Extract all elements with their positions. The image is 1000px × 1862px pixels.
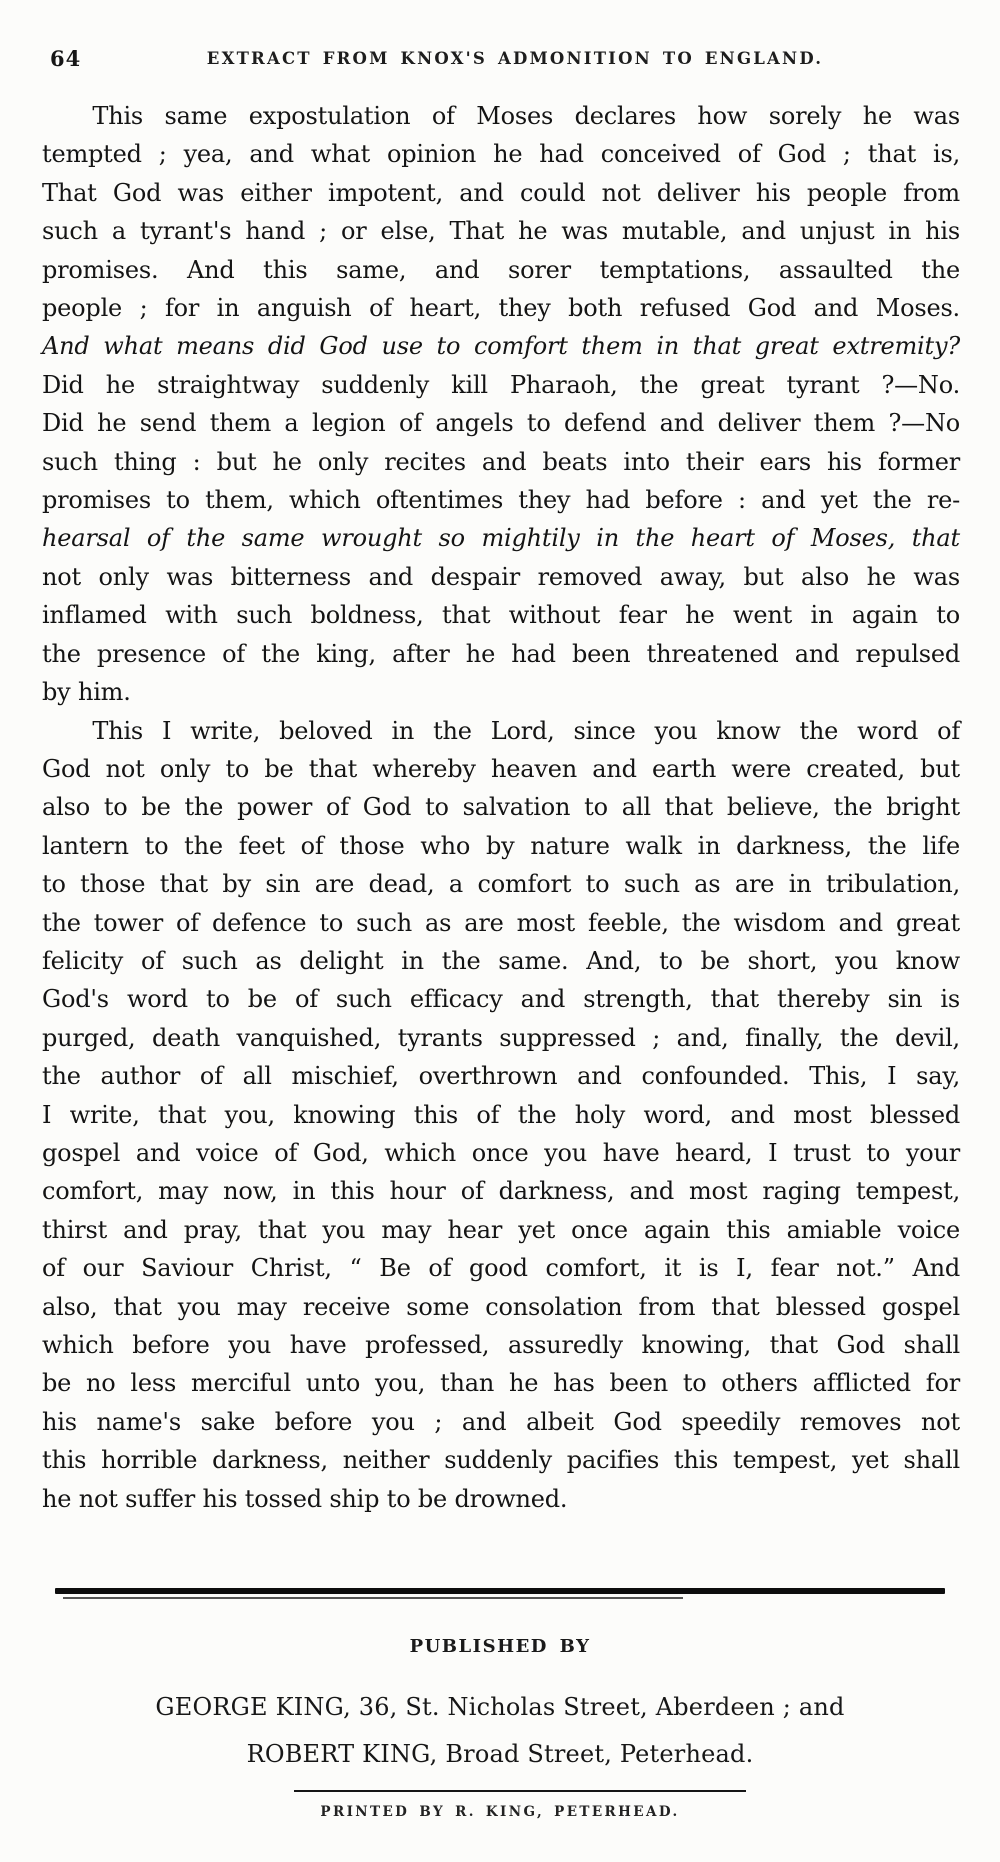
text-line: gospel and voice of God, which once you have heard, I trust to your bbox=[42, 1138, 960, 1167]
text-line: Did he straightway suddenly kill Pharaoh, the great tyrant ?—No. bbox=[42, 370, 960, 399]
section-divider-underline bbox=[63, 1597, 683, 1599]
paragraph bbox=[42, 97, 960, 712]
text-line: This I write, beloved in the Lord, since you know the word of bbox=[92, 716, 960, 745]
text-line: promises. And this same, and sorer temptations, assaulted the bbox=[42, 255, 960, 284]
text-line: This same expostulation of Moses declares how sorely he was bbox=[92, 102, 960, 130]
text-line: people ; for in anguish of heart, they both refused God and Moses. bbox=[42, 294, 960, 323]
text-line: Did he send them a legion of angels to defend and deliver them ?—No bbox=[42, 409, 960, 438]
text-line: the author of all mischief, overthrown and confounded. This, I say, bbox=[42, 1062, 960, 1091]
text-line: comfort, may now, in this hour of darkness, and most raging tempest, bbox=[42, 1177, 960, 1206]
section-divider-rule bbox=[55, 1588, 945, 1594]
text-line: not only was bitterness and despair removed away, but also he was bbox=[42, 562, 960, 591]
body-text bbox=[42, 97, 960, 1518]
text-line: thirst and pray, that you may hear yet once again this amiable voice bbox=[42, 1215, 960, 1244]
text-line: such a tyrant's hand ; or else, That he was mutable, and unjust in his bbox=[42, 217, 960, 246]
text-line: his name's sake before you ; and albeit God speedily removes not bbox=[42, 1407, 960, 1436]
text-line: tempted ; yea, and what opinion he had conceived of God ; that is, bbox=[42, 140, 960, 169]
text-line: purged, death vanquished, tyrants suppressed ; and, finally, the devil, bbox=[42, 1023, 960, 1052]
page-header bbox=[0, 46, 1000, 76]
publisher-line-2: ROBERT KING, Broad Street, Peterhead. bbox=[246, 1740, 754, 1768]
text-line: also, that you may receive some consolation from that blessed gospel bbox=[42, 1292, 960, 1321]
text-line: inflamed with such boldness, that without fear he went in again to bbox=[42, 601, 960, 630]
text-line: lantern to the feet of those who by nature walk in darkness, the life bbox=[42, 831, 960, 860]
printer-divider-rule bbox=[294, 1790, 746, 1792]
text-line: this horrible darkness, neither suddenly pacifies this tempest, yet shall bbox=[42, 1446, 960, 1475]
text-line: I write, that you, knowing this of the holy word, and most blessed bbox=[42, 1100, 960, 1129]
imprint-block bbox=[0, 1636, 1000, 1820]
paragraph bbox=[42, 712, 960, 1519]
printer-line: PRINTED BY R. KING, PETERHEAD. bbox=[320, 1804, 680, 1820]
text-line: be no less merciful unto you, than he has been to others afflicted for bbox=[42, 1369, 960, 1398]
published-by-line: PUBLISHED BY bbox=[409, 1636, 591, 1657]
text-line: also to be the power of God to salvation to all that believe, the bright bbox=[42, 793, 960, 822]
publisher-line-1: GEORGE KING, 36, St. Nicholas Street, Aberdeen ; and bbox=[155, 1693, 845, 1721]
page-number: 64 bbox=[50, 46, 82, 71]
text-line: such thing : but he only recites and beats into their ears his former bbox=[42, 447, 960, 476]
text-line: That God was either impotent, and could not deliver his people from bbox=[42, 178, 960, 207]
text-line: he not suffer his tossed ship to be drowned. bbox=[42, 1484, 568, 1513]
text-line: promises to them, which oftentimes they had before : and yet the re- bbox=[42, 486, 960, 515]
text-line: by him. bbox=[42, 678, 131, 707]
text-line: of our Saviour Christ, “ Be of good comfort, it is I, fear not.” And bbox=[42, 1254, 960, 1283]
text-line: to those that by sin are dead, a comfort to such as are in tribulation, bbox=[42, 870, 960, 899]
text-line: the presence of the king, after he had been threatened and repulsed bbox=[42, 639, 960, 668]
text-line: God not only to be that whereby heaven and earth were created, but bbox=[42, 754, 960, 783]
text-line: And what means did God use to comfort them in that great extremity? bbox=[42, 332, 960, 361]
text-line: which before you have professed, assuredly knowing, that God shall bbox=[42, 1331, 960, 1359]
running-header: EXTRACT FROM KNOX'S ADMONITION TO ENGLAND. bbox=[206, 49, 824, 68]
text-line: the tower of defence to such as are most feeble, the wisdom and great bbox=[42, 908, 960, 937]
text-line: hearsal of the same wrought so mightily in the heart of Moses, that bbox=[42, 524, 960, 553]
text-line: felicity of such as delight in the same. And, to be short, you know bbox=[42, 946, 960, 975]
text-line: God's word to be of such efficacy and strength, that thereby sin is bbox=[42, 985, 960, 1014]
